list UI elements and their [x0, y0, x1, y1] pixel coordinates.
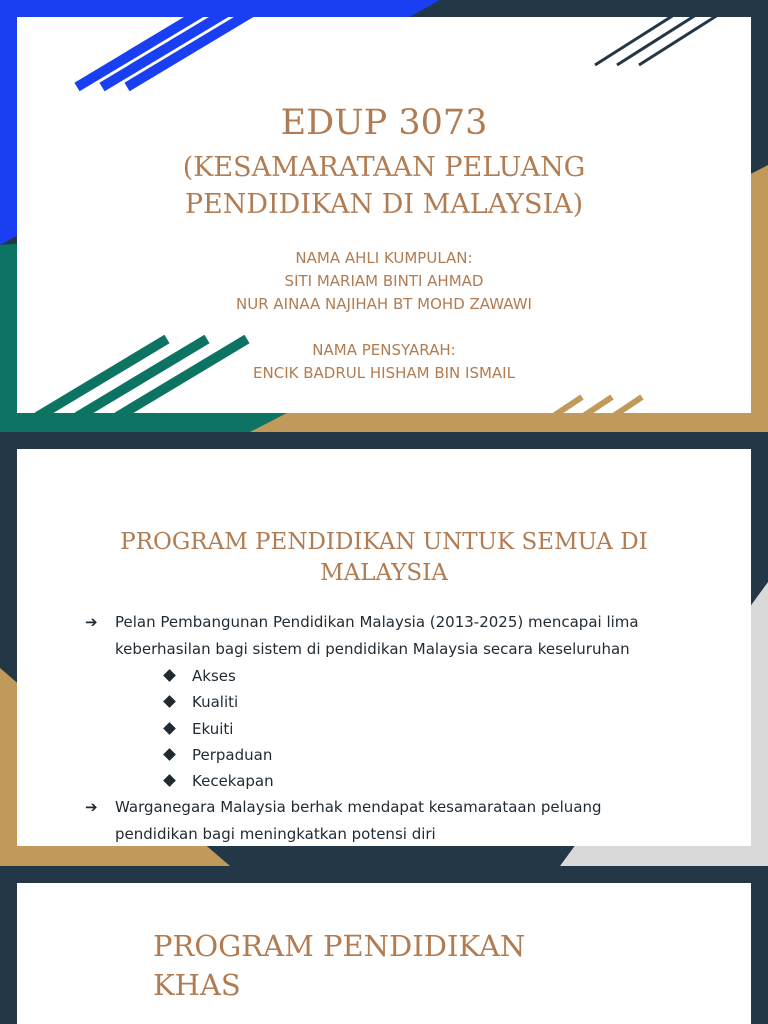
diamond-icon — [163, 722, 176, 735]
sub-item-text: Perpaduan — [192, 745, 273, 764]
members-label: NAMA AHLI KUMPULAN: — [295, 249, 473, 267]
sub-item-text: Akses — [192, 667, 236, 685]
slide-heading-line2: MALAYSIA — [320, 560, 448, 586]
diamond-icon — [163, 748, 176, 761]
list-item — [85, 794, 685, 848]
sub-item-text: Kualiti — [192, 693, 239, 712]
course-title-line1: (KESAMARATAAN PELUANG — [182, 152, 586, 183]
slide-heading — [17, 527, 751, 589]
bullet-text: keberhasilan bagi sistem di pendidikan Malaysia secara keseluruhan — [115, 640, 630, 658]
member-name: NUR AINAA NAJIHAH BT MOHD ZAWAWI — [236, 295, 532, 313]
sub-list-item — [85, 716, 685, 742]
sub-item-text: Ekuiti — [192, 719, 234, 738]
member-name: SITI MARIAM BINTI AHMAD — [284, 272, 484, 290]
lecturer-label: NAMA PENSYARAH: — [312, 341, 456, 359]
lecturer-block — [17, 339, 751, 385]
sub-item-text: Kecekapan — [192, 772, 274, 791]
arrow-right-icon: ➔ — [85, 613, 98, 631]
bullet-text: Pelan Pembangunan Pendidikan Malaysia (2013-2025) mencapai lima — [115, 613, 639, 631]
slide-heading-line1: PROGRAM PENDIDIKAN UNTUK SEMUA DI — [120, 529, 648, 555]
sub-list-item — [85, 663, 685, 689]
title-card — [17, 17, 751, 413]
diamond-icon — [163, 669, 176, 682]
diamond-icon — [163, 695, 176, 708]
content-card — [17, 883, 751, 1024]
list-item — [85, 609, 685, 663]
sub-list-item — [85, 742, 685, 768]
title-slide — [0, 0, 768, 432]
content-card — [17, 449, 751, 846]
diamond-icon — [163, 774, 176, 787]
course-title-line2: PENDIDIKAN DI MALAYSIA) — [184, 189, 584, 220]
slide-heading-line2: KHAS — [153, 968, 241, 1002]
course-title — [17, 149, 751, 223]
content-slide-2 — [0, 866, 768, 1024]
bullet-text: pendidikan bagi meningkatkan potensi diri — [115, 825, 436, 844]
sub-list-item — [85, 689, 685, 715]
slide-heading-line1: PROGRAM PENDIDIKAN — [153, 929, 526, 963]
bullet-list — [85, 609, 685, 848]
slide-heading — [153, 927, 573, 1005]
course-code: EDUP 3073 — [280, 103, 488, 143]
arrow-right-icon: ➔ — [85, 798, 98, 817]
lecturer-name: ENCIK BADRUL HISHAM BIN ISMAIL — [253, 364, 515, 382]
members-block — [17, 247, 751, 316]
sub-list-item — [85, 768, 685, 794]
content-slide-1 — [0, 432, 768, 866]
bullet-text: Warganegara Malaysia berhak mendapat kesamarataan peluang — [115, 798, 602, 817]
